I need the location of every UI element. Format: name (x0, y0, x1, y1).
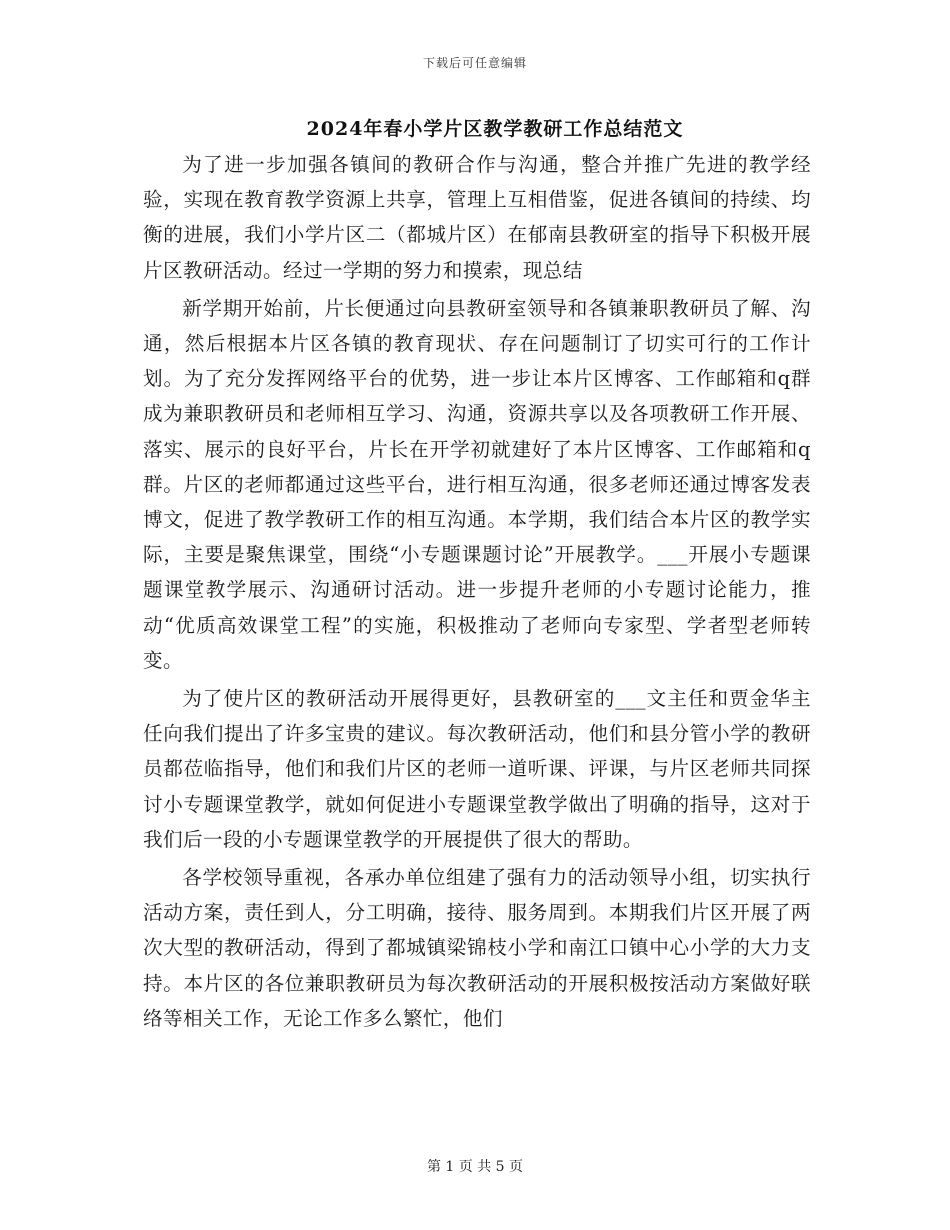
page-footer: 第 1 页 共 5 页 (426, 1159, 524, 1175)
document-title: 2024年春小学片区教学教研工作总结范文 (306, 118, 684, 140)
paragraph: 为了进一步加强各镇间的教研合作与沟通，整合并推广先进的教学经验，实现在教育教学资源上共享，管理上互相借鉴，促进各镇间的持续、均衡的进展，我们小学片区二（都城片区）在郁南县教研室的指导下积极开展片区教研活动。经过一学期的努力和摸索，现总结 (143, 153, 811, 282)
paragraph: 新学期开始前，片长便通过向县教研室领导和各镇兼职教研员了解、沟通，然后根据本片区各镇的教育现状、存在问题制订了切实可行的工作计划。为了充分发挥网络平台的优势，进一步让本片区博客、工作邮箱和q群成为兼职教研员和老师相互学习、沟通，资源共享以及各项教研工作开展、落实、展示的良好平台，片长在开学初就建好了本片区博客、工作邮箱和q群。片区的老师都通过这些平台，进行相互沟通，很多老师还通过博客发表博文，促进了教学教研工作的相互沟通。本学期，我们结合本片区的教学实际，主要是聚焦课堂，围绕“小专题课题讨论”开展教学。___开展小专题课题课堂教学展示、沟通研讨活动。进一步提升老师的小专题讨论能力，推动“优质高效课堂工程”的实施，积极推动了老师向专家型、学者型老师转变。 (143, 296, 811, 672)
paragraph: 为了使片区的教研活动开展得更好，县教研室的___文主任和贾金华主任向我们提出了许多宝贵的建议。每次教研活动，他们和县分管小学的教研员都莅临指导，他们和我们片区的老师一道听课、评课，与片区老师共同探讨小专题课堂教学，就如何促进小专题课堂教学做出了明确的指导，这对于我们后一段的小专题课堂教学的开展提供了很大的帮助。 (143, 687, 811, 851)
paragraph: 各学校领导重视，各承办单位组建了强有力的活动领导小组，切实执行活动方案，责任到人，分工明确，接待、服务周到。本期我们片区开展了两次大型的教研活动，得到了都城镇梁锦枝小学和南江口镇中心小学的大力支持。本片区的各位兼职教研员为每次教研活动的开展积极按活动方案做好联络等相关工作，无论工作多么繁忙，他们 (143, 866, 811, 1030)
header-note: 下载后可任意编辑 (422, 56, 527, 70)
document-body (143, 147, 811, 1039)
